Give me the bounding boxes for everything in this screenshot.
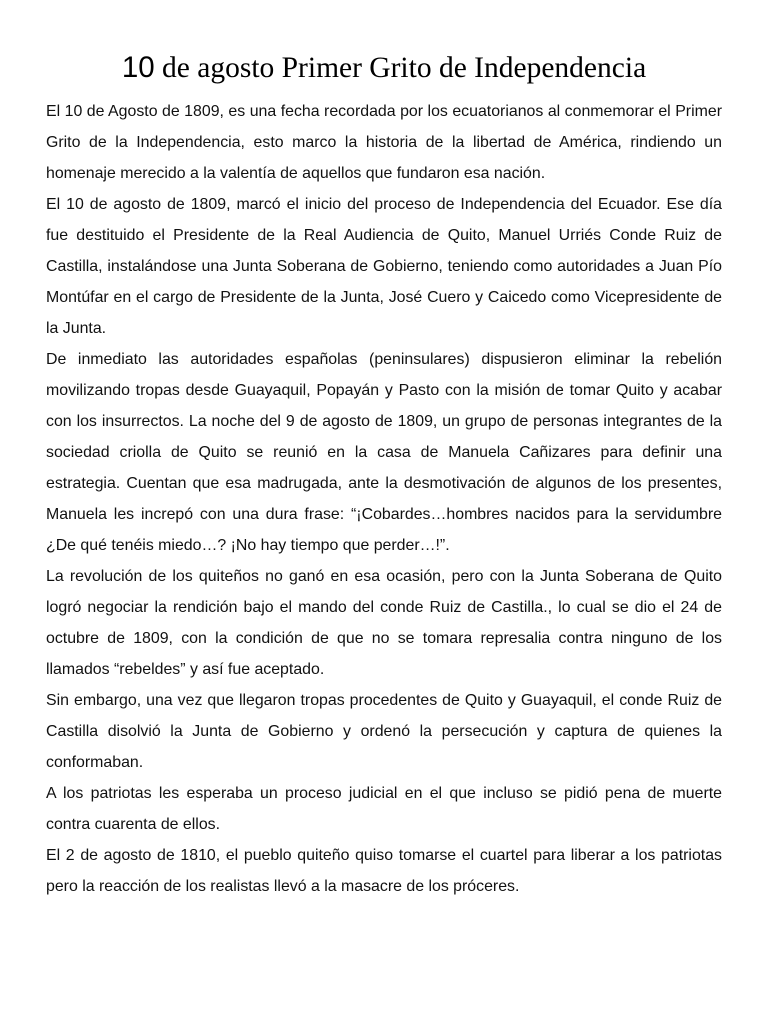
paragraph-4: La revolución de los quiteños no ganó en esa ocasión, pero con la Junta Soberana de Quito logró negociar la rendición bajo el mando del conde Ruiz de Castilla., lo cual se dio el 24 de octubre de 1809, con la condición de que no se tomara represalia contra ninguno de los llamados “rebeldes” y así fue aceptado. [46, 568, 722, 678]
paragraph-3: De inmediato las autoridades españolas (peninsulares) dispusieron eliminar la rebelión movilizando tropas desde Guayaquil, Popayán y Pasto con la misión de tomar Quito y acabar con los insurrectos. La noche del 9 de agosto de 1809, un grupo de personas integrantes de la sociedad criolla de Quito se reunió en la casa de Manuela Cañizares para definir una estrategia. Cuentan que esa madrugada, ante la desmotivación de algunos de los presentes, Manuela les increpó con una dura frase: “¡Cobardes…hombres nacidos para la servidumbre ¿De qué tenéis miedo…? ¡No hay tiempo que perder…!”. [46, 351, 722, 554]
title-text: de agosto Primer Grito de Independencia [154, 52, 647, 84]
paragraph-1: El 10 de Agosto de 1809, es una fecha recordada por los ecuatorianos al conmemorar el Primer Grito de la Independencia, esto marco la historia de la libertad de América, rindiendo un homenaje merecido a la valentía de aquellos que fundaron esa nación. [46, 103, 722, 182]
paragraph-5: Sin embargo, una vez que llegaron tropas procedentes de Quito y Guayaquil, el conde Ruiz de Castilla disolvió la Junta de Gobierno y ordenó la persecución y captura de quienes la conformaban. [46, 692, 722, 771]
document-body [46, 96, 722, 902]
paragraph-6: A los patriotas les esperaba un proceso judicial en el que incluso se pidió pena de muerte contra cuarenta de ellos. [46, 785, 722, 833]
title-number: 10 [121, 51, 155, 84]
paragraph-7: El 2 de agosto de 1810, el pueblo quiteño quiso tomarse el cuartel para liberar a los patriotas pero la reacción de los realistas llevó a la masacre de los próceres. [46, 847, 722, 895]
document-title [46, 48, 722, 88]
paragraph-2: El 10 de agosto de 1809, marcó el inicio del proceso de Independencia del Ecuador. Ese día fue destituido el Presidente de la Real Audiencia de Quito, Manuel Urriés Conde Ruiz de Castilla, instalándose una Junta Soberana de Gobierno, teniendo como autoridades a Juan Pío Montúfar en el cargo de Presidente de la Junta, José Cuero y Caicedo como Vicepresidente de la Junta. [46, 196, 722, 337]
